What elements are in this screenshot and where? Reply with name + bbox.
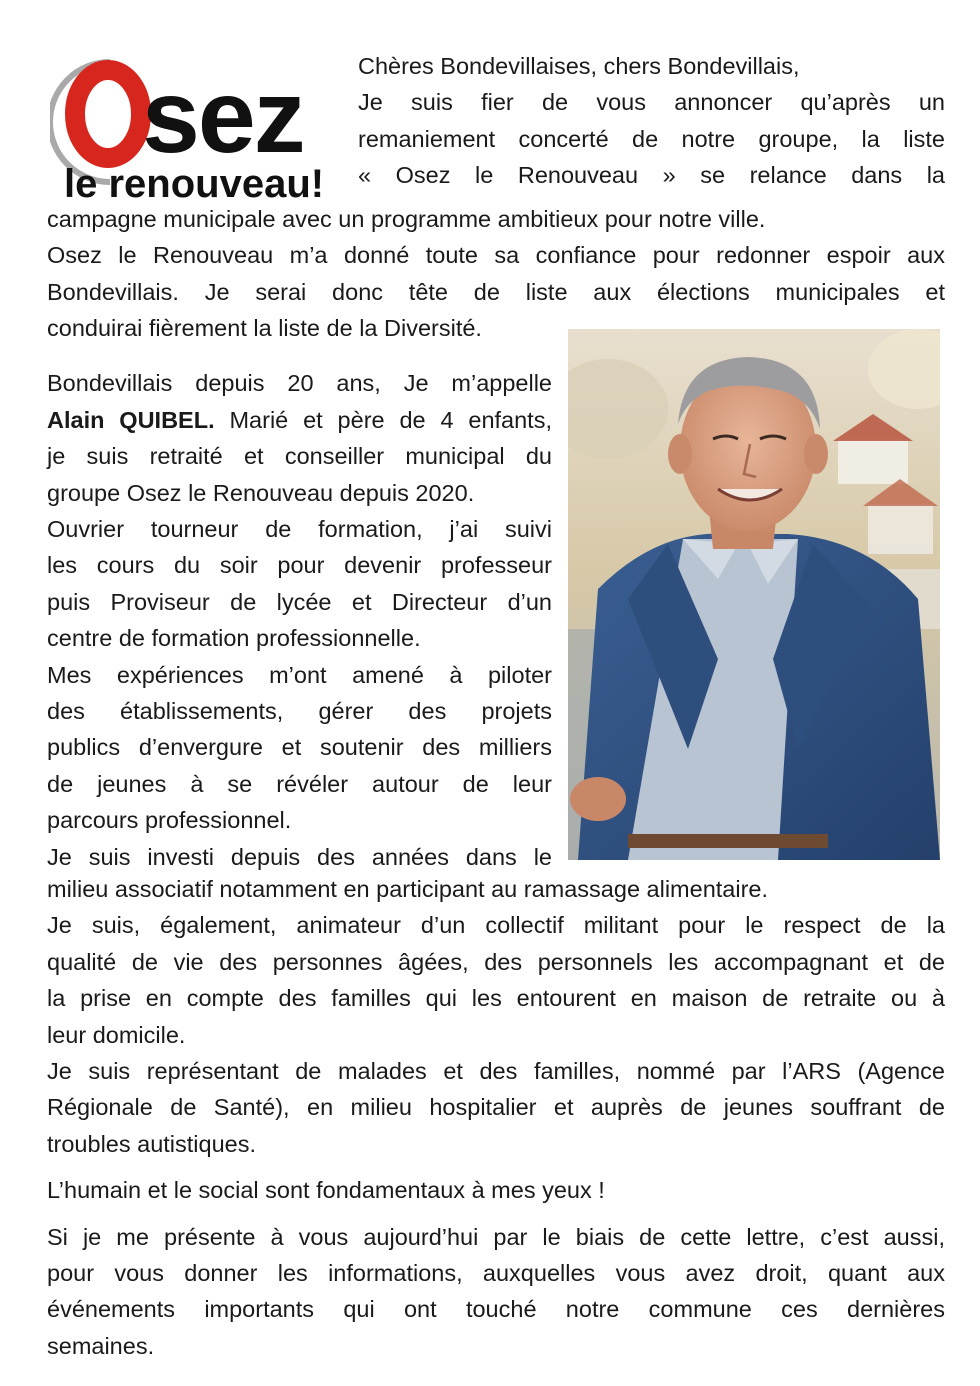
closing-line-1: Si je me présente à vous aujourd’hui par le biais de cette lettre, c’est aussi,	[47, 1223, 945, 1250]
bio-line-1: Bondevillais depuis 20 ans, Je m’appelle	[47, 370, 552, 397]
collective-line-2: qualité de vie des personnes âgées, des personnels les accompagnant et de	[47, 948, 945, 975]
lower-block	[47, 871, 945, 1364]
experience-line-2: des établissements, gérer des projets	[47, 698, 552, 725]
portrait-photo	[568, 329, 940, 860]
experience-line-3: publics d’envergure et soutenir des milliers	[47, 734, 552, 761]
career-line-2: les cours du soir pour devenir professeur	[47, 552, 552, 579]
career-line-1: Ouvrier tourneur de formation, j’ai suivi	[47, 516, 552, 543]
logo-red-o	[75, 70, 141, 158]
experience-line-1: Mes expériences m’ont amené à piloter	[47, 661, 552, 688]
ars-line-2: Régionale de Santé), en milieu hospitalier et auprès de jeunes souffrant de	[47, 1094, 945, 1121]
ars-line-1: Je suis représentant de malades et des familles, nommé par l’ARS (Agence	[47, 1058, 945, 1085]
career-line-3: puis Proviseur de lycée et Directeur d’un	[47, 588, 552, 615]
intro-line-3: « Osez le Renouveau » se relance dans la	[358, 162, 945, 189]
experience-line-5: parcours professionnel.	[47, 807, 292, 834]
bio-line-3: je suis retraité et conseiller municipal du	[47, 443, 552, 470]
assoc-line-2: milieu associatif notamment en participant au ramassage alimentaire.	[47, 876, 769, 902]
collective-line-3: la prise en compte des familles qui les entourent en maison de retraite ou à	[47, 985, 945, 1012]
p2-line-3: conduirai fièrement la liste de la Diversité.	[47, 315, 482, 341]
osez-le-renouveau-logo	[50, 52, 345, 202]
logo-tagline: le renouveau!	[64, 162, 325, 202]
greeting: Chères Bondevillaises, chers Bondevillais,	[358, 53, 800, 79]
collective-line-4: leur domicile.	[47, 1021, 186, 1048]
ars-line-3: troubles autistiques.	[47, 1130, 257, 1157]
intro-block	[358, 48, 945, 194]
intro-line-2: remaniement concerté de notre groupe, la liste	[358, 125, 945, 152]
logo-word-sez: sez	[142, 59, 304, 175]
intro-continuation	[47, 201, 945, 310]
bio-line-2-text: Marié et père de 4 enfants,	[229, 406, 552, 433]
bio-column	[47, 310, 552, 875]
closing-line-4: semaines.	[47, 1332, 155, 1359]
intro-line-1: Je suis fier de vous annoncer qu’après un	[358, 89, 945, 116]
career-line-4: centre de formation professionnelle.	[47, 625, 421, 652]
collective-line-1: Je suis, également, animateur d’un collectif militant pour le respect de la	[47, 912, 945, 939]
closing-line-2: pour vous donner les informations, auxquelles vous avez droit, quant aux	[47, 1260, 945, 1287]
candidate-name: Alain QUIBEL.	[47, 406, 215, 433]
experience-line-4: de jeunes à se révéler autour de leur	[47, 770, 552, 797]
bio-line-4: groupe Osez le Renouveau depuis 2020.	[47, 479, 475, 506]
bio-line-2	[47, 402, 552, 438]
human-line: L’humain et le social sont fondamentaux à mes yeux !	[47, 1177, 605, 1204]
intro-line-4: campagne municipale avec un programme ambitieux pour notre ville.	[47, 206, 766, 232]
p2-line-2: Bondevillais. Je serai donc tête de liste aux élections municipales et	[47, 278, 945, 305]
assoc-line-1: Je suis investi depuis des années dans le	[47, 843, 552, 870]
p2-line-1: Osez le Renouveau m’a donné toute sa confiance pour redonner espoir aux	[47, 242, 945, 269]
closing-line-3: événements importants qui ont touché notre commune ces dernières	[47, 1296, 945, 1323]
